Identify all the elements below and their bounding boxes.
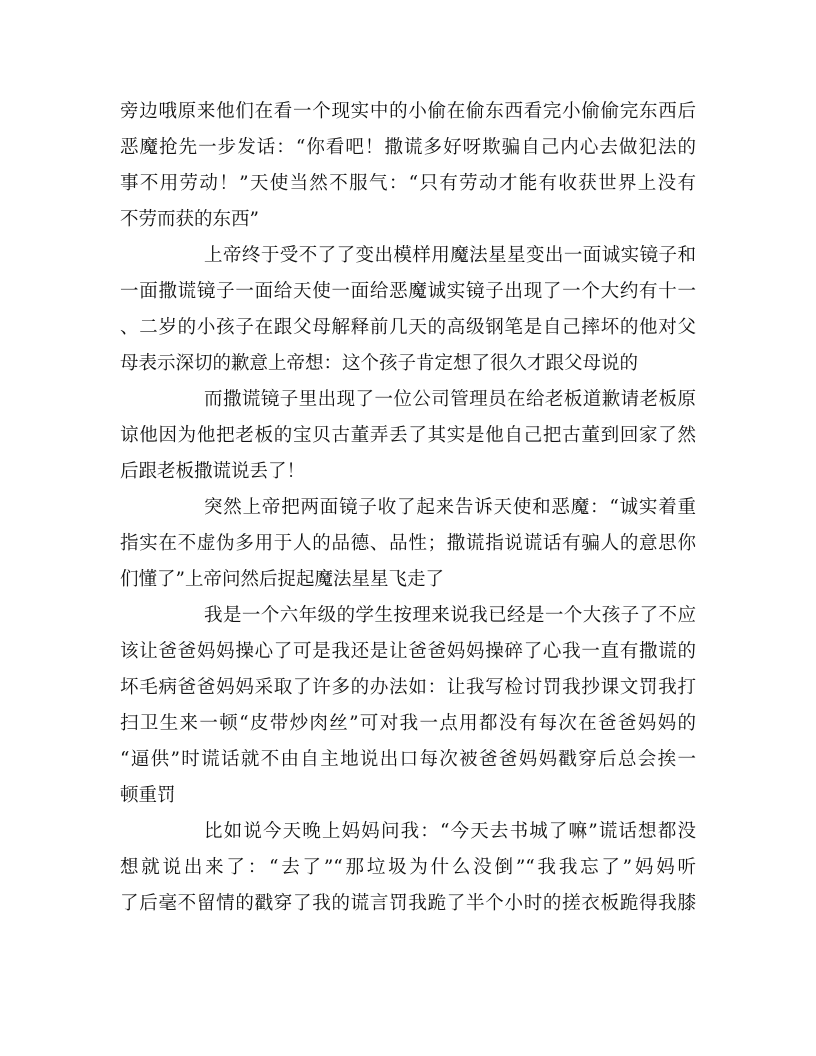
text-line: 后跟老板撒谎说丢了！ [120,461,306,482]
text-line: 而撒谎镜子里出现了一位公司管理员在给老板道歉请老板原 [204,389,696,410]
text-line: 我是一个六年级的学生按理来说我已经是一个大孩子了不应 [204,605,696,626]
text-line: 了后毫不留情的戳穿了我的谎言罚我跪了半个小时的搓衣板跪得我膝 [120,893,696,914]
text-line: 谅他因为他把老板的宝贝古董弄丢了其实是他自己把古董到回家了然 [120,425,696,446]
text-line: 指实在不虚伪多用于人的品德、品性；撒谎指说谎话有骗人的意思你 [120,533,696,554]
text-line: 恶魔抢先一步发话：“你看吧！撒谎多好呀欺骗自己内心去做犯法的 [120,137,696,158]
text-line: 们懂了”上帝问然后捉起魔法星星飞走了 [120,569,444,590]
text-line: 比如说今天晚上妈妈问我：“今天去书城了嘛”谎话想都没 [204,821,696,842]
text-line: 突然上帝把两面镜子收了起来告诉天使和恶魔：“诚实着重 [204,497,696,518]
text-line: 、二岁的小孩子在跟父母解释前几天的高级钢笔是自己摔坏的他对父 [120,317,696,338]
text-line: “逼供”时谎话就不由自主地说出口每次被爸爸妈妈戳穿后总会挨一 [120,749,696,770]
text-line: 事不用劳动！”天使当然不服气：“只有劳动才能有收获世界上没有 [120,173,696,194]
text-line: 坏毛病爸爸妈妈采取了许多的办法如：让我写检讨罚我抄课文罚我打 [120,677,696,698]
text-line: 顿重罚 [120,785,176,806]
text-line: 想就说出来了：“去了”“那垃圾为什么没倒”“我我忘了”妈妈听 [120,857,696,878]
text-line: 旁边哦原来他们在看一个现实中的小偷在偷东西看完小偷偷完东西后 [120,101,696,122]
text-line: 该让爸爸妈妈操心了可是我还是让爸爸妈妈操碎了心我一直有撒谎的 [120,641,696,662]
text-line: 母表示深切的歉意上帝想：这个孩子肯定想了很久才跟父母说的 [120,353,639,374]
text-line: 扫卫生来一顿“皮带炒肉丝”可对我一点用都没有每次在爸爸妈妈的 [120,713,696,734]
text-line: 一面撒谎镜子一面给天使一面给恶魔诚实镜子出现了一个大约有十一 [120,281,696,302]
text-line: 不劳而获的东西” [120,209,259,230]
text-line: 上帝终于受不了了变出模样用魔法星星变出一面诚实镜子和 [204,245,696,266]
